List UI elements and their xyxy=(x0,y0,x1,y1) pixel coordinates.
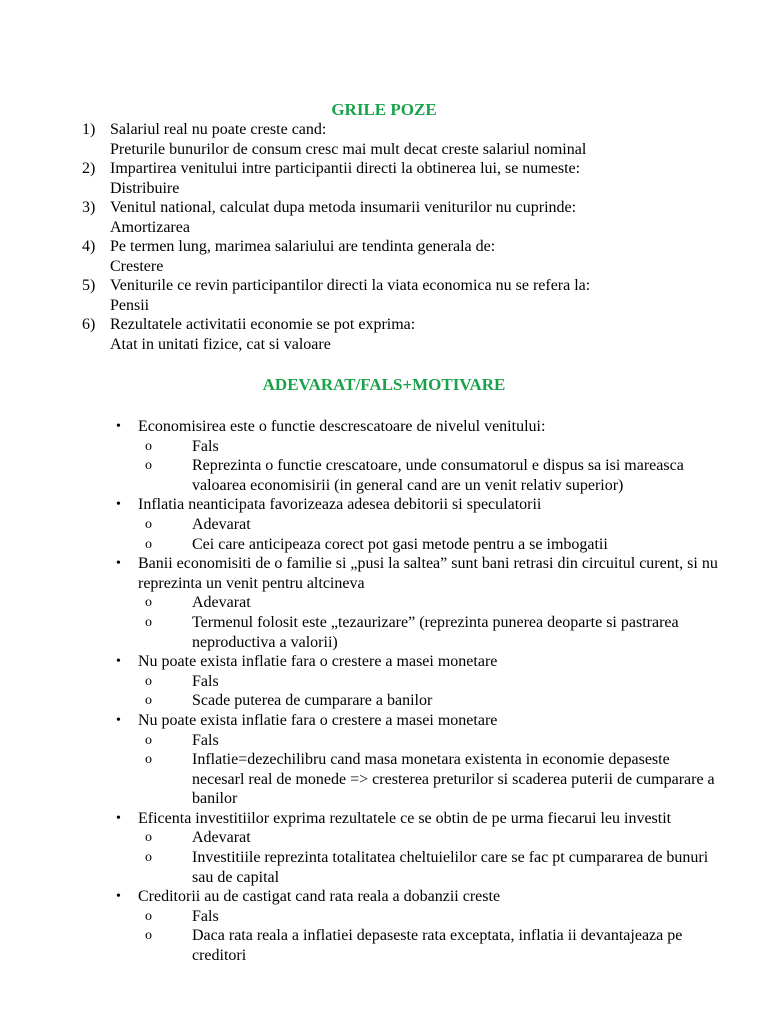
circle-bullet-icon: o xyxy=(145,458,152,474)
motivation-text: Inflatie=dezechilibru cand masa monetara existenta in economie depaseste necesarl real de monede => cresterea preturilor si scaderea puterii de cumparare a banilor xyxy=(192,751,715,808)
statement-item xyxy=(116,417,726,437)
section-title-adevarat-fals: ADEVARAT/FALS+MOTIVARE xyxy=(262,375,506,394)
question-text: Rezultatele activitatii economie se pot exprima: xyxy=(110,316,416,333)
circle-bullet-icon: o xyxy=(145,614,152,630)
bullet-icon: • xyxy=(116,712,121,728)
bullet-icon: • xyxy=(116,654,121,670)
circle-bullet-icon: o xyxy=(145,908,152,924)
circle-bullet-icon: o xyxy=(145,595,152,611)
question-text: Impartirea venitului intre participantii directi la obtinerea lui, se numeste: xyxy=(110,160,581,177)
bullet-icon: • xyxy=(116,419,121,434)
question-item xyxy=(82,120,742,159)
statement-motivation xyxy=(116,848,726,887)
question-number: 3) xyxy=(82,199,96,216)
statement-motivation xyxy=(116,456,726,495)
circle-bullet-icon: o xyxy=(145,536,152,552)
circle-bullet-icon: o xyxy=(145,830,152,846)
statement-item xyxy=(116,887,726,907)
question-item xyxy=(82,237,742,276)
question-text: Veniturile ce revin participantilor directi la viata economica nu se refera la: xyxy=(110,277,591,294)
bullet-icon: • xyxy=(116,810,121,826)
circle-bullet-icon: o xyxy=(145,732,152,748)
question-number: 6) xyxy=(82,316,96,333)
statement-motivation xyxy=(116,613,726,652)
verdict-text: Fals xyxy=(192,672,219,690)
question-text: Salariul real nu poate creste cand: xyxy=(110,121,327,138)
statement-verdict xyxy=(116,437,726,457)
statement-verdict xyxy=(116,731,726,751)
question-answer: Preturile bunurilor de consum cresc mai mult decat creste salariul nominal xyxy=(110,140,587,158)
statement-text: Eficenta investitiilor exprima rezultatele ce se obtin de pe urma fiecarui leu investit xyxy=(138,809,672,827)
circle-bullet-icon: o xyxy=(145,516,152,532)
verdict-text: Adevarat xyxy=(192,515,251,533)
circle-bullet-icon: o xyxy=(145,438,152,454)
statement-item xyxy=(116,652,726,672)
statement-verdict xyxy=(116,593,726,613)
statement-text: Inflatia neanticipata favorizeaza adesea debitorii si speculatorii xyxy=(138,496,542,514)
statement-item xyxy=(116,809,726,829)
statement-text: Economisirea este o functie descrescatoare de nivelul venitului: xyxy=(138,418,546,435)
question-item xyxy=(82,159,742,198)
verdict-text: Fals xyxy=(192,731,219,749)
statement-item xyxy=(116,711,726,731)
motivation-text: Daca rata reala a inflatiei depaseste rata exceptata, inflatia ii devantajeaza pe creditori xyxy=(192,927,683,965)
question-text: Pe termen lung, marimea salariului are tendinta generala de: xyxy=(110,238,496,255)
verdict-text: Fals xyxy=(192,907,219,925)
bullet-icon: • xyxy=(116,889,121,905)
verdict-text: Adevarat xyxy=(192,829,251,847)
bullet-icon: • xyxy=(116,497,121,513)
statement-verdict xyxy=(116,828,726,848)
question-answer: Distribuire xyxy=(110,179,180,197)
motivation-text: Investitiile reprezinta totalitatea cheltuielilor care se fac pt cumpararea de bunuri sau de capital xyxy=(192,849,709,886)
circle-bullet-icon: o xyxy=(145,673,152,689)
question-answer: Amortizarea xyxy=(110,218,190,236)
statement-verdict xyxy=(116,672,726,692)
statement-motivation xyxy=(116,926,726,965)
question-number: 5) xyxy=(82,277,96,294)
circle-bullet-icon: o xyxy=(145,752,152,768)
statement-item xyxy=(116,495,726,515)
statement-text: Creditorii au de castigat cand rata reala a dobanzii creste xyxy=(138,888,501,906)
statement-text: Nu poate exista inflatie fara o crestere a masei monetare xyxy=(138,653,498,671)
circle-bullet-icon: o xyxy=(145,693,152,709)
circle-bullet-icon: o xyxy=(145,928,152,944)
question-number: 1) xyxy=(82,121,96,138)
question-item xyxy=(82,315,742,354)
section-title-grile-poze: GRILE POZE xyxy=(331,100,437,119)
question-answer: Crestere xyxy=(110,257,164,275)
verdict-text: Adevarat xyxy=(192,594,251,612)
statement-verdict xyxy=(116,515,726,535)
statement-list xyxy=(116,417,726,966)
statement-text: Nu poate exista inflatie fara o crestere a masei monetare xyxy=(138,711,498,729)
motivation-text: Reprezinta o functie crescatoare, unde consumatorul e dispus sa isi mareasca valoarea economisirii (in general cand are un venit relativ superior) xyxy=(192,457,684,494)
statement-text: Banii economisiti de o familie si „pusi la saltea” sunt bani retrasi din circuitul curent, si nu reprezinta un venit pentru altcineva xyxy=(138,555,718,592)
question-item xyxy=(82,198,742,237)
bullet-icon: • xyxy=(116,556,121,572)
question-item xyxy=(82,276,742,315)
circle-bullet-icon: o xyxy=(145,850,152,866)
question-answer: Atat in unitati fizice, cat si valoare xyxy=(110,335,331,353)
statement-motivation xyxy=(116,691,726,711)
statement-item xyxy=(116,554,726,593)
question-text: Venitul national, calculat dupa metoda insumarii veniturilor nu cuprinde: xyxy=(110,199,577,216)
verdict-text: Fals xyxy=(192,437,219,455)
motivation-text: Cei care anticipeaza corect pot gasi metode pentru a se imbogatii xyxy=(192,535,608,553)
question-number: 2) xyxy=(82,160,96,177)
question-list xyxy=(82,120,742,354)
motivation-text: Termenul folosit este „tezaurizare” (reprezinta punerea deoparte si pastrarea neproductiva a valorii) xyxy=(192,613,679,651)
statement-verdict xyxy=(116,907,726,927)
statement-motivation xyxy=(116,750,726,809)
motivation-text: Scade puterea de cumparare a banilor xyxy=(192,692,433,710)
statement-motivation xyxy=(116,535,726,555)
question-number: 4) xyxy=(82,238,96,255)
question-answer: Pensii xyxy=(110,296,150,314)
